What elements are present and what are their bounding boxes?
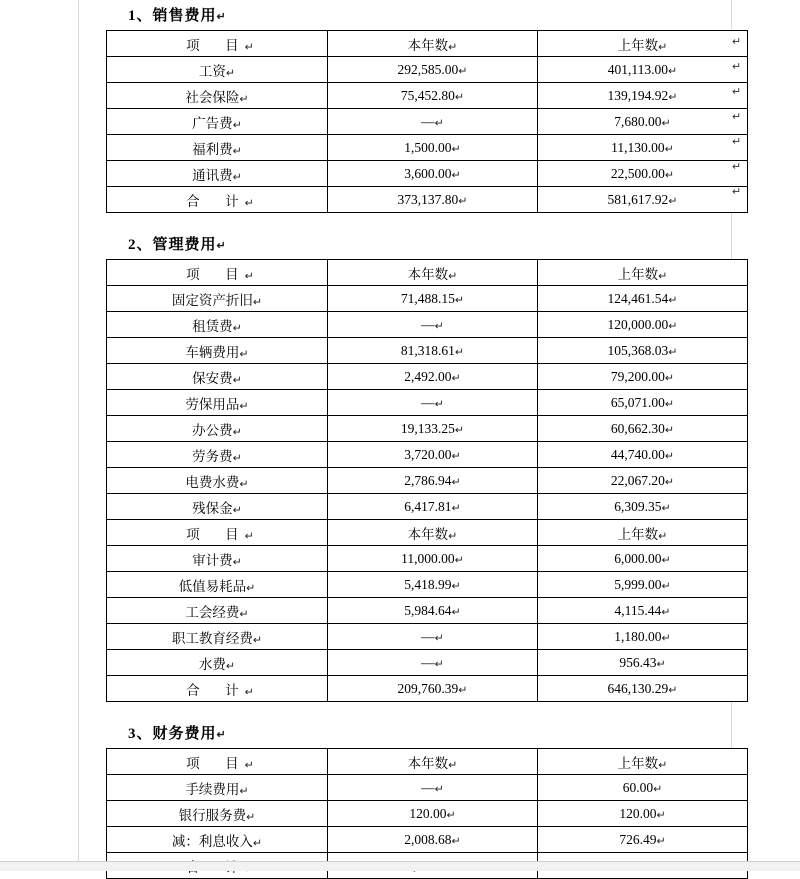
paragraph-mark-icon: ↵ (458, 64, 468, 77)
table-header-row (107, 749, 748, 775)
paragraph-mark-icon: ↵ (451, 475, 461, 488)
cell-current-year: —↵ (328, 775, 538, 801)
table-row (107, 801, 748, 827)
section-heading-admin-expense (0, 233, 800, 254)
table-row (107, 572, 748, 598)
cell-current-year-total: 373,137.80↵ (328, 187, 538, 213)
paragraph-mark-icon: ↵ (239, 399, 249, 412)
cell-current-year: 3,720.00↵ (328, 442, 538, 468)
cell-item: 工资↵ (107, 57, 328, 83)
cell-item: 广告费↵ (107, 109, 328, 135)
paragraph-mark-icon: ↵ (454, 553, 464, 566)
paragraph-mark-icon: ↵ (451, 579, 461, 592)
row-end-marks (732, 30, 752, 205)
cell-prior-year: 4,115.44↵ (538, 598, 748, 624)
cell-prior-year: 60,662.30↵ (538, 416, 748, 442)
cell-item: 劳务费↵ (107, 442, 328, 468)
cell-current-year: 292,585.00↵ (328, 57, 538, 83)
cell-item: 减：利息收入↵ (107, 827, 328, 853)
paragraph-mark-icon: ↵ (668, 194, 678, 207)
column-header-item: 项 目↵ (107, 520, 328, 546)
section-heading-text: 3、财务费用 (128, 726, 217, 742)
cell-current-year: —↵ (328, 624, 538, 650)
paragraph-mark-icon: ↵ (451, 168, 461, 181)
paragraph-mark-icon: ↵ (656, 657, 666, 670)
cell-current-year: 5,418.99↵ (328, 572, 538, 598)
paragraph-mark-icon: ↵ (664, 423, 675, 436)
cell-current-year: 11,000.00↵ (328, 546, 538, 572)
page-bottom-margin (0, 861, 800, 871)
paragraph-mark-icon: ↵ (216, 240, 227, 253)
table-row (107, 468, 748, 494)
paragraph-mark-icon: ↵ (668, 319, 678, 332)
paragraph-mark-icon: ↵ (664, 449, 675, 462)
cell-current-year: 19,133.25↵ (328, 416, 538, 442)
cell-item-total: 合 计↵ (107, 676, 328, 702)
cell-item: 租赁费↵ (107, 312, 328, 338)
paragraph-mark-icon: ↵ (454, 345, 465, 358)
paragraph-mark-icon: ↵ (232, 373, 242, 386)
table-sales-expense (106, 30, 748, 213)
paragraph-mark-icon: ↵ (668, 683, 678, 696)
cell-prior-year: 124,461.54↵ (538, 286, 748, 312)
paragraph-mark-icon: ↵ (732, 161, 742, 173)
paragraph-mark-icon: ↵ (664, 142, 674, 155)
paragraph-mark-icon: ↵ (244, 529, 254, 542)
paragraph-mark-icon: ↵ (216, 729, 227, 742)
table-row (107, 135, 748, 161)
table-row (107, 442, 748, 468)
paragraph-mark-icon: ↵ (732, 61, 742, 73)
cell-item-total: 合 计↵ (107, 187, 328, 213)
paragraph-mark-icon: ↵ (661, 553, 671, 566)
column-header-current-year: 本年数↵ (328, 260, 538, 286)
paragraph-mark-icon: ↵ (239, 477, 249, 490)
paragraph-mark-icon: ↵ (658, 529, 668, 542)
cell-item: 低值易耗品↵ (107, 572, 328, 598)
paragraph-mark-icon: ↵ (451, 605, 461, 618)
cell-current-year: 71,488.15↵ (328, 286, 538, 312)
table-row (107, 546, 748, 572)
paragraph-mark-icon: ↵ (216, 11, 227, 24)
paragraph-mark-icon: ↵ (454, 90, 465, 103)
paragraph-mark-icon: ↵ (448, 529, 458, 542)
paragraph-mark-icon: ↵ (434, 319, 444, 332)
cell-prior-year: 22,067.20↵ (538, 468, 748, 494)
column-header-prior-year: 上年数↵ (538, 749, 748, 775)
paragraph-mark-icon: ↵ (434, 782, 444, 795)
cell-prior-year: 139,194.92↵ (538, 83, 748, 109)
cell-current-year: 3,600.00↵ (328, 161, 538, 187)
paragraph-mark-icon: ↵ (451, 501, 461, 514)
cell-prior-year: 956.43↵ (538, 650, 748, 676)
cell-current-year: 2,008.68↵ (328, 827, 538, 853)
paragraph-mark-icon: ↵ (732, 111, 742, 123)
cell-item: 办公费↵ (107, 416, 328, 442)
cell-current-year: 5,984.64↵ (328, 598, 538, 624)
column-header-prior-year: 上年数↵ (538, 260, 748, 286)
table-row (107, 624, 748, 650)
cell-prior-year: 120.00↵ (538, 801, 748, 827)
paragraph-mark-icon: ↵ (232, 425, 242, 438)
paragraph-mark-icon: ↵ (434, 116, 444, 129)
paragraph-mark-icon: ↵ (668, 90, 678, 103)
cell-prior-year: 6,309.35↵ (538, 494, 748, 520)
column-header-prior-year: 上年数↵ (538, 31, 748, 57)
cell-current-year: 75,452.80↵ (328, 83, 538, 109)
paragraph-mark-icon: ↵ (653, 782, 663, 795)
paragraph-mark-icon: ↵ (448, 40, 458, 53)
column-header-prior-year: 上年数↵ (538, 520, 748, 546)
cell-item: 车辆费用↵ (107, 338, 328, 364)
cell-prior-year-total: 646,130.29↵ (538, 676, 748, 702)
cell-current-year: 81,318.61↵ (328, 338, 538, 364)
paragraph-mark-icon: ↵ (232, 144, 242, 157)
cell-prior-year: 22,500.00↵ (538, 161, 748, 187)
paragraph-mark-icon: ↵ (732, 36, 742, 48)
cell-item: 审计费↵ (107, 546, 328, 572)
paragraph-mark-icon: ↵ (225, 659, 236, 672)
paragraph-mark-icon: ↵ (668, 64, 678, 77)
paragraph-mark-icon: ↵ (244, 40, 254, 53)
paragraph-mark-icon: ↵ (446, 808, 456, 821)
table-finance-expense (106, 748, 748, 879)
table-row (107, 161, 748, 187)
paragraph-mark-icon: ↵ (668, 293, 678, 306)
paragraph-mark-icon: ↵ (664, 475, 675, 488)
paragraph-mark-icon: ↵ (232, 118, 242, 131)
paragraph-mark-icon: ↵ (252, 836, 263, 849)
cell-item: 工会经费↵ (107, 598, 328, 624)
paragraph-mark-icon: ↵ (656, 808, 666, 821)
paragraph-mark-icon: ↵ (244, 196, 254, 209)
cell-item: 保安费↵ (107, 364, 328, 390)
paragraph-mark-icon: ↵ (732, 186, 742, 198)
cell-prior-year: 65,071.00↵ (538, 390, 748, 416)
cell-current-year: 1,500.00↵ (328, 135, 538, 161)
cell-current-year: 2,492.00↵ (328, 364, 538, 390)
cell-current-year: 6,417.81↵ (328, 494, 538, 520)
cell-prior-year: 6,000.00↵ (538, 546, 748, 572)
paragraph-mark-icon: ↵ (661, 579, 671, 592)
paragraph-mark-icon: ↵ (434, 397, 444, 410)
paragraph-mark-icon: ↵ (239, 607, 249, 620)
paragraph-mark-icon: ↵ (732, 86, 742, 98)
cell-item: 固定资产折旧↵ (107, 286, 328, 312)
table-total-row (107, 676, 748, 702)
paragraph-mark-icon: ↵ (246, 810, 256, 823)
table-row (107, 416, 748, 442)
paragraph-mark-icon: ↵ (239, 92, 249, 105)
paragraph-mark-icon: ↵ (664, 397, 675, 410)
paragraph-mark-icon: ↵ (434, 657, 444, 670)
paragraph-mark-icon: ↵ (252, 633, 263, 646)
paragraph-mark-icon: ↵ (664, 371, 675, 384)
table-row (107, 827, 748, 853)
paragraph-mark-icon: ↵ (664, 168, 675, 181)
paragraph-mark-icon: ↵ (658, 758, 668, 771)
column-header-current-year: 本年数↵ (328, 31, 538, 57)
paragraph-mark-icon: ↵ (451, 371, 461, 384)
column-header-item: 项 目↵ (107, 260, 328, 286)
table-total-row (107, 187, 748, 213)
cell-current-year: 120.00↵ (328, 801, 538, 827)
column-header-current-year: 本年数↵ (328, 520, 538, 546)
cell-current-year: —↵ (328, 312, 538, 338)
paragraph-mark-icon: ↵ (661, 116, 671, 129)
paragraph-mark-icon: ↵ (451, 449, 461, 462)
table-header-row (107, 260, 748, 286)
cell-prior-year: 60.00↵ (538, 775, 748, 801)
paragraph-mark-icon: ↵ (658, 269, 668, 282)
cell-current-year-total: 209,760.39↵ (328, 676, 538, 702)
table-wrap-sales-expense (0, 30, 800, 213)
cell-prior-year: 79,200.00↵ (538, 364, 748, 390)
cell-current-year: —↵ (328, 650, 538, 676)
table-row (107, 364, 748, 390)
table-row (107, 650, 748, 676)
column-header-current-year: 本年数↵ (328, 749, 538, 775)
cell-item: 福利费↵ (107, 135, 328, 161)
cell-item: 手续费用↵ (107, 775, 328, 801)
column-header-item: 项 目↵ (107, 31, 328, 57)
paragraph-mark-icon: ↵ (458, 683, 468, 696)
cell-prior-year: 726.49↵ (538, 827, 748, 853)
cell-current-year: —↵ (328, 109, 538, 135)
table-wrap-admin-expense (0, 259, 800, 702)
cell-prior-year: 401,113.00↵ (538, 57, 748, 83)
paragraph-mark-icon: ↵ (246, 581, 256, 594)
paragraph-mark-icon: ↵ (252, 295, 263, 308)
cell-item: 通讯费↵ (107, 161, 328, 187)
paragraph-mark-icon: ↵ (232, 321, 242, 334)
cell-item: 电费水费↵ (107, 468, 328, 494)
cell-item: 银行服务费↵ (107, 801, 328, 827)
cell-prior-year: 11,130.00↵ (538, 135, 748, 161)
paragraph-mark-icon: ↵ (225, 66, 236, 79)
paragraph-mark-icon: ↵ (232, 555, 242, 568)
section-heading-text: 1、销售费用 (128, 8, 217, 24)
table-row (107, 598, 748, 624)
table-row (107, 83, 748, 109)
cell-item: 水费↵ (107, 650, 328, 676)
cell-prior-year: 120,000.00↵ (538, 312, 748, 338)
paragraph-mark-icon: ↵ (434, 631, 444, 644)
paragraph-mark-icon: ↵ (244, 269, 254, 282)
cell-prior-year: 5,999.00↵ (538, 572, 748, 598)
paragraph-mark-icon: ↵ (239, 347, 249, 360)
cell-prior-year: 7,680.00↵ (538, 109, 748, 135)
table-row (107, 775, 748, 801)
column-header-item: 项 目↵ (107, 749, 328, 775)
paragraph-mark-icon: ↵ (232, 451, 242, 464)
paragraph-mark-icon: ↵ (239, 784, 249, 797)
cell-item: 职工教育经费↵ (107, 624, 328, 650)
table-row (107, 312, 748, 338)
section-heading-finance-expense (0, 722, 800, 743)
table-row (107, 494, 748, 520)
cell-current-year: 2,786.94↵ (328, 468, 538, 494)
table-row (107, 338, 748, 364)
paragraph-mark-icon: ↵ (661, 605, 671, 618)
paragraph-mark-icon: ↵ (451, 142, 461, 155)
cell-prior-year: 105,368.03↵ (538, 338, 748, 364)
table-row (107, 57, 748, 83)
section-heading-sales-expense (0, 4, 800, 25)
paragraph-mark-icon: ↵ (454, 423, 465, 436)
table-row (107, 286, 748, 312)
table-row (107, 390, 748, 416)
paragraph-mark-icon: ↵ (454, 293, 465, 306)
paragraph-mark-icon: ↵ (448, 269, 458, 282)
paragraph-mark-icon: ↵ (658, 40, 668, 53)
section-heading-text: 2、管理费用 (128, 237, 217, 253)
paragraph-mark-icon: ↵ (661, 501, 671, 514)
paragraph-mark-icon: ↵ (232, 170, 242, 183)
cell-prior-year: 1,180.00↵ (538, 624, 748, 650)
cell-current-year: —↵ (328, 390, 538, 416)
paragraph-mark-icon: ↵ (451, 834, 461, 847)
paragraph-mark-icon: ↵ (668, 345, 678, 358)
cell-item: 劳保用品↵ (107, 390, 328, 416)
paragraph-mark-icon: ↵ (732, 136, 742, 148)
paragraph-mark-icon: ↵ (244, 758, 254, 771)
cell-prior-year: 44,740.00↵ (538, 442, 748, 468)
paragraph-mark-icon: ↵ (244, 685, 254, 698)
cell-prior-year-total: 581,617.92↵ (538, 187, 748, 213)
paragraph-mark-icon: ↵ (448, 758, 458, 771)
table-header-row (107, 31, 748, 57)
table-wrap-finance-expense (0, 748, 800, 879)
cell-item: 社会保险↵ (107, 83, 328, 109)
paragraph-mark-icon: ↵ (232, 503, 242, 516)
table-header-row-repeat (107, 520, 748, 546)
paragraph-mark-icon: ↵ (656, 834, 666, 847)
paragraph-mark-icon: ↵ (661, 631, 671, 644)
paragraph-mark-icon: ↵ (458, 194, 468, 207)
table-admin-expense (106, 259, 748, 702)
cell-item: 残保金↵ (107, 494, 328, 520)
table-row (107, 109, 748, 135)
